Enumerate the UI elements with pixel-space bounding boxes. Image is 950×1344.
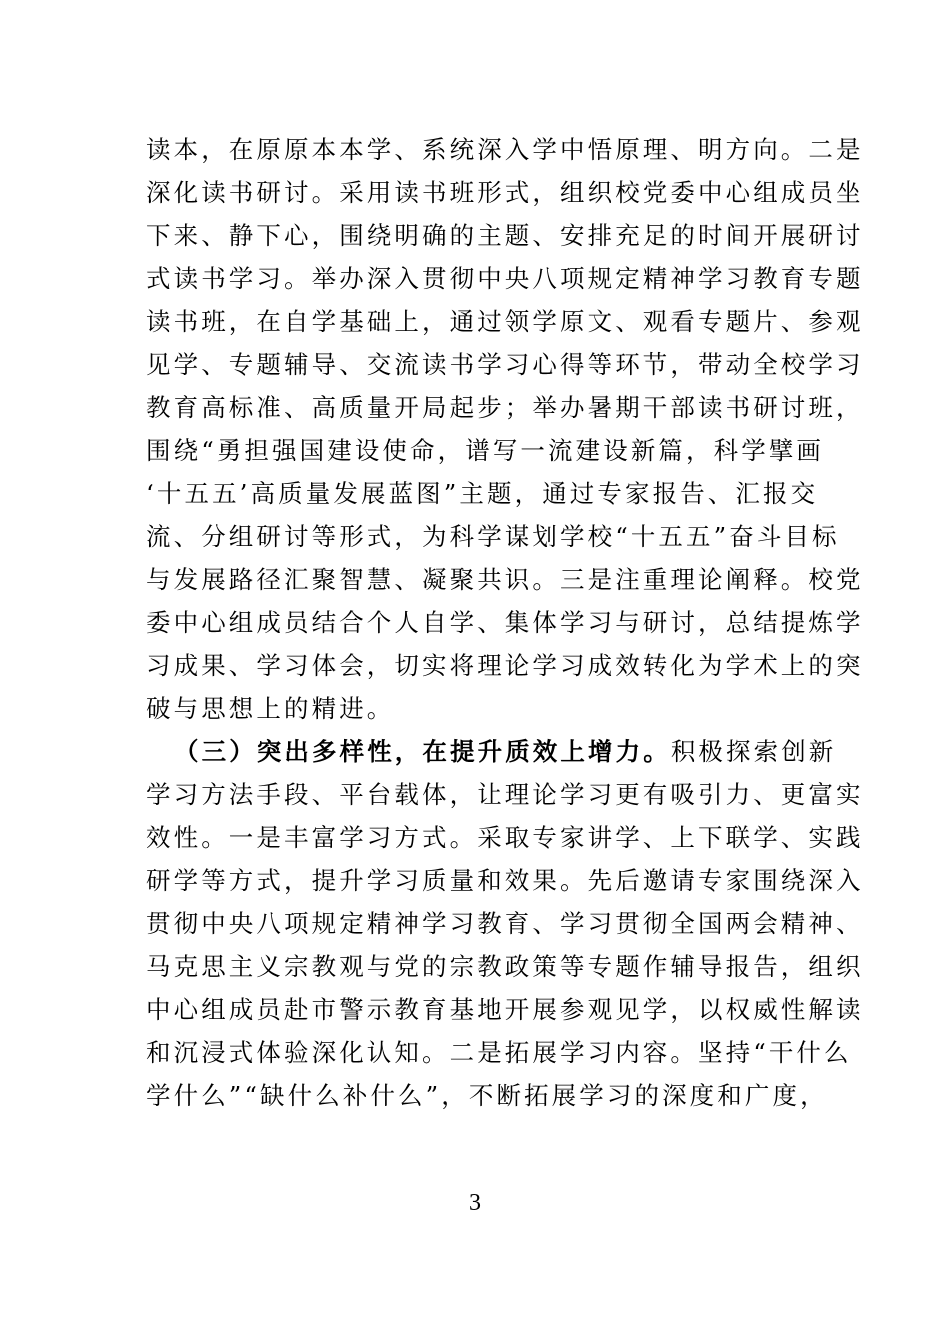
body-line: 围绕“勇担强国建设使命，谱写一流建设新篇，科学擘画: [146, 436, 825, 465]
page-number: 3: [469, 1190, 481, 1216]
body-line: 习成果、学习体会，切实将理论学习成效转化为学术上的突: [146, 651, 864, 680]
body-line: 学习方法手段、平台载体，让理论学习更有吸引力、更富实: [146, 780, 864, 809]
body-line: 和沉浸式体验深化认知。二是拓展学习内容。坚持“干什么: [146, 1038, 852, 1067]
section-heading: （三）突出多样性，在提升质效上增力。: [174, 737, 671, 766]
body-line: 见学、专题辅导、交流读书学习心得等环节，带动全校学习: [146, 350, 864, 379]
body-line: 研学等方式，提升学习质量和效果。先后邀请专家围绕深入: [146, 866, 864, 895]
body-line: 下来、静下心，围绕明确的主题、安排充足的时间开展研讨: [146, 221, 864, 250]
body-line: 马克思主义宗教观与党的宗教政策等专题作辅导报告，组织: [146, 952, 864, 981]
section-first-line-text: 积极探索创新: [670, 737, 837, 766]
body-line: ‘十五五’高质量发展蓝图”主题，通过专家报告、汇报交: [146, 479, 819, 508]
body-line: 破与思想上的精进。: [146, 694, 395, 723]
section-first-line: [174, 732, 837, 772]
body-line: 式读书学习。举办深入贯彻中央八项规定精神学习教育专题: [146, 264, 864, 293]
body-line: 读本，在原原本本学、系统深入学中悟原理、明方向。二是: [146, 135, 864, 164]
body-line: 深化读书研讨。采用读书班形式，组织校党委中心组成员坐: [146, 178, 864, 207]
body-line: 贯彻中央八项规定精神学习教育、学习贯彻全国两会精神、: [146, 909, 864, 938]
body-line: 委中心组成员结合个人自学、集体学习与研讨，总结提炼学: [146, 608, 864, 637]
body-line: 与发展路径汇聚智慧、凝聚共识。三是注重理论阐释。校党: [146, 565, 864, 594]
body-line: 流、分组研讨等形式，为科学谋划学校“十五五”奋斗目标: [146, 522, 840, 551]
body-line: 中心组成员赴市警示教育基地开展参观见学，以权威性解读: [146, 995, 864, 1024]
body-line: 效性。一是丰富学习方式。采取专家讲学、上下联学、实践: [146, 823, 864, 852]
body-line: 教育高标准、高质量开局起步；举办暑期干部读书研讨班，: [146, 393, 864, 422]
body-line: 读书班，在自学基础上，通过领学原文、观看专题片、参观: [146, 307, 864, 336]
body-line: 学什么”“缺什么补什么”，不断拓展学习的深度和广度，: [146, 1081, 828, 1110]
